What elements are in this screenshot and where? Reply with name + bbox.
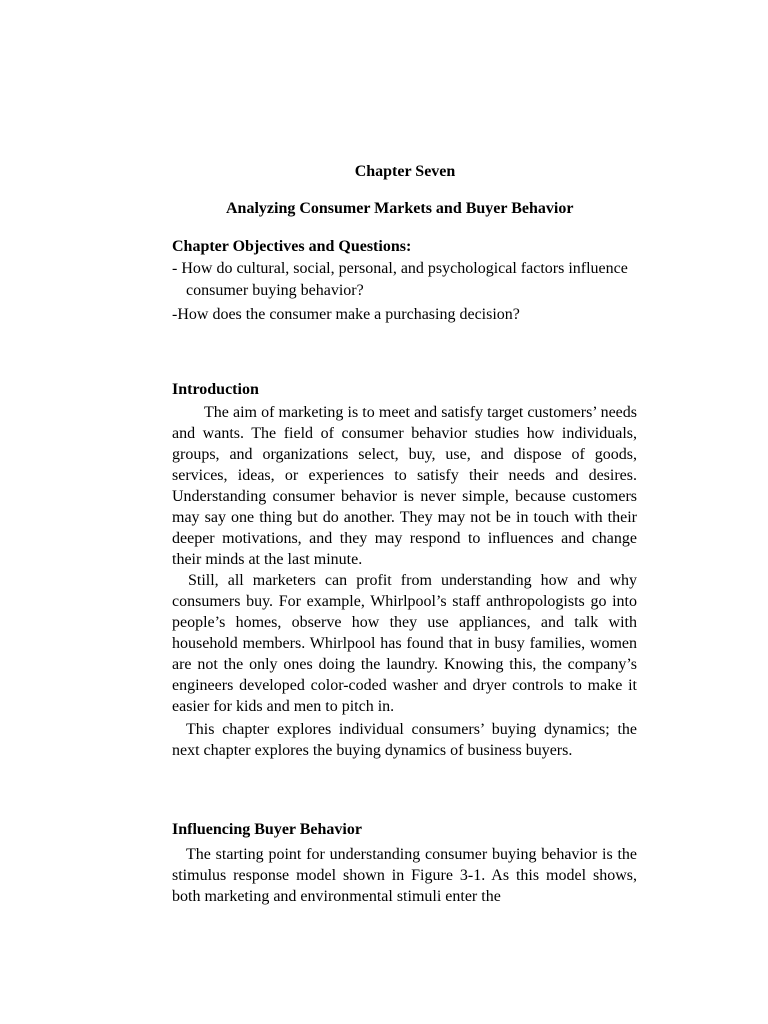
introduction-heading: Introduction — [172, 381, 259, 398]
introduction-paragraph: This chapter explores individual consumers’ buying dynamics; the next chapter explores the buying dynamics of business buyers. — [172, 721, 637, 759]
influencing-paragraph: The starting point for understanding consumer buying behavior is the stimulus response model shown in Figure 3-1. As this model shows, both marketing and environmental stimuli enter the — [172, 846, 637, 905]
introduction-paragraph: Still, all marketers can profit from understanding how and why consumers buy. For example, Whirlpool’s staff anthropologists go into people’s homes, observe how they use appliances, and talk with household members. Whirlpool has found that in busy families, women are not the only ones doing the laundry. Knowing this, the company’s engineers developed color-coded washer and dryer controls to make it easier for kids and men to pitch in. — [172, 572, 637, 715]
objective-item: -How does the consumer make a purchasing decision? — [172, 306, 520, 323]
objective-item: - How do cultural, social, personal, and psychological factors influence consumer buying behavior? — [172, 260, 628, 299]
objectives-heading: Chapter Objectives and Questions: — [172, 238, 412, 255]
introduction-paragraph: The aim of marketing is to meet and satisfy target customers’ needs and wants. The field of consumer behavior studies how individuals, groups, and organizations select, buy, use, and dispose of goods, services, ideas, or experiences to satisfy their needs and desires. Understanding consumer behavior is never simple, because customers may say one thing but do another. They may not be in touch with their deeper motivations, and they may respond to influences and change their minds at the last minute. — [172, 404, 637, 568]
influencing-body — [172, 844, 637, 907]
influencing-heading: Influencing Buyer Behavior — [172, 821, 362, 838]
objectives-section — [172, 236, 642, 326]
introduction-body — [172, 402, 637, 761]
chapter-number: Chapter Seven — [354, 163, 456, 180]
chapter-title: Analyzing Consumer Markets and Buyer Behavior — [226, 200, 574, 217]
